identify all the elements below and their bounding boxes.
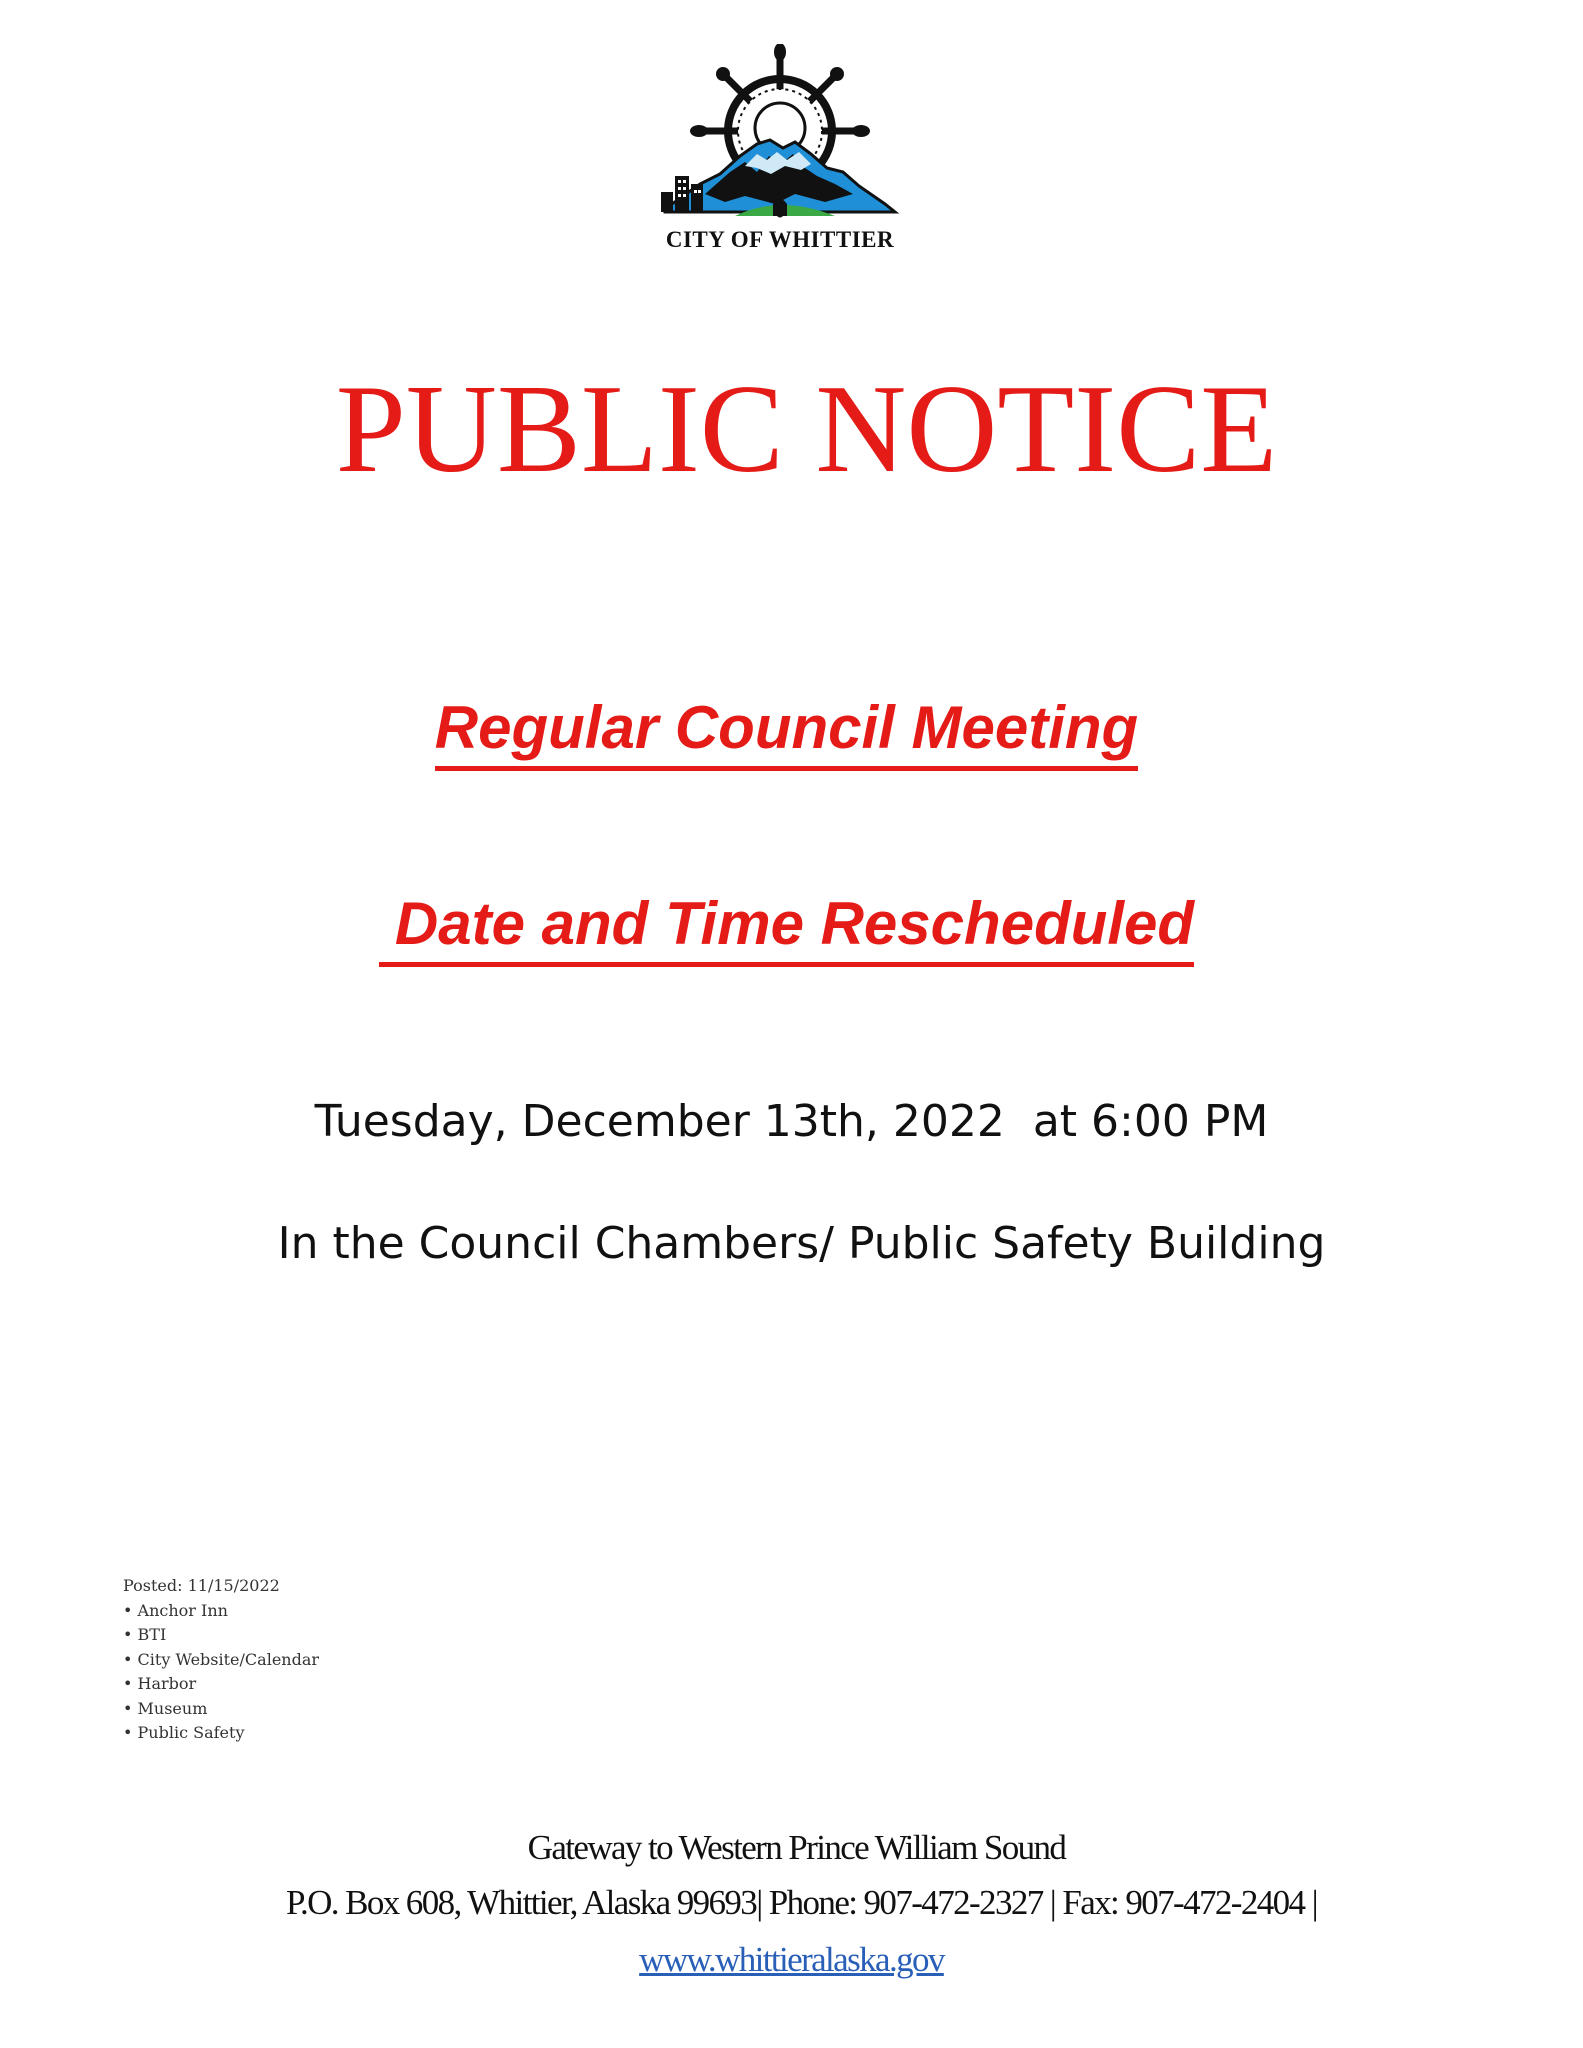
posted-locations bbox=[123, 1574, 319, 1746]
list-item: • Harbor bbox=[123, 1672, 319, 1697]
footer-website bbox=[0, 1938, 1583, 1982]
website-link[interactable]: www.whittieralaska.gov bbox=[639, 1940, 944, 1979]
meeting-location: In the Council Chambers/ Public Safety Building bbox=[277, 1218, 1326, 1269]
page-title: PUBLIC NOTICE bbox=[335, 360, 1278, 499]
meeting-heading bbox=[0, 692, 1583, 771]
rescheduled-heading bbox=[0, 888, 1583, 967]
posted-label: Posted: 11/15/2022 bbox=[123, 1576, 280, 1595]
footer-address: P.O. Box 608, Whittier, Alaska 99693| Phone: 907-472-2327 | Fax: 907-472-2404 | bbox=[286, 1883, 1317, 1922]
posted-list bbox=[123, 1599, 319, 1746]
meeting-date-time: Tuesday, December 13th, 2022 at 6:00 PM bbox=[314, 1096, 1269, 1147]
list-item: • Museum bbox=[123, 1697, 319, 1722]
ship-wheel-mountain-logo-icon bbox=[645, 44, 915, 224]
list-item: • BTI bbox=[123, 1623, 319, 1648]
rescheduled-heading-text: Date and Time Rescheduled bbox=[379, 888, 1194, 967]
list-item: • City Website/Calendar bbox=[123, 1648, 319, 1673]
city-logo bbox=[630, 44, 930, 264]
meeting-heading-text: Regular Council Meeting bbox=[435, 692, 1138, 771]
list-item: • Public Safety bbox=[123, 1721, 319, 1746]
footer-tagline: Gateway to Western Prince William Sound bbox=[527, 1828, 1066, 1867]
logo-caption: CITY OF WHITTIER bbox=[665, 227, 895, 252]
list-item: • Anchor Inn bbox=[123, 1599, 319, 1624]
